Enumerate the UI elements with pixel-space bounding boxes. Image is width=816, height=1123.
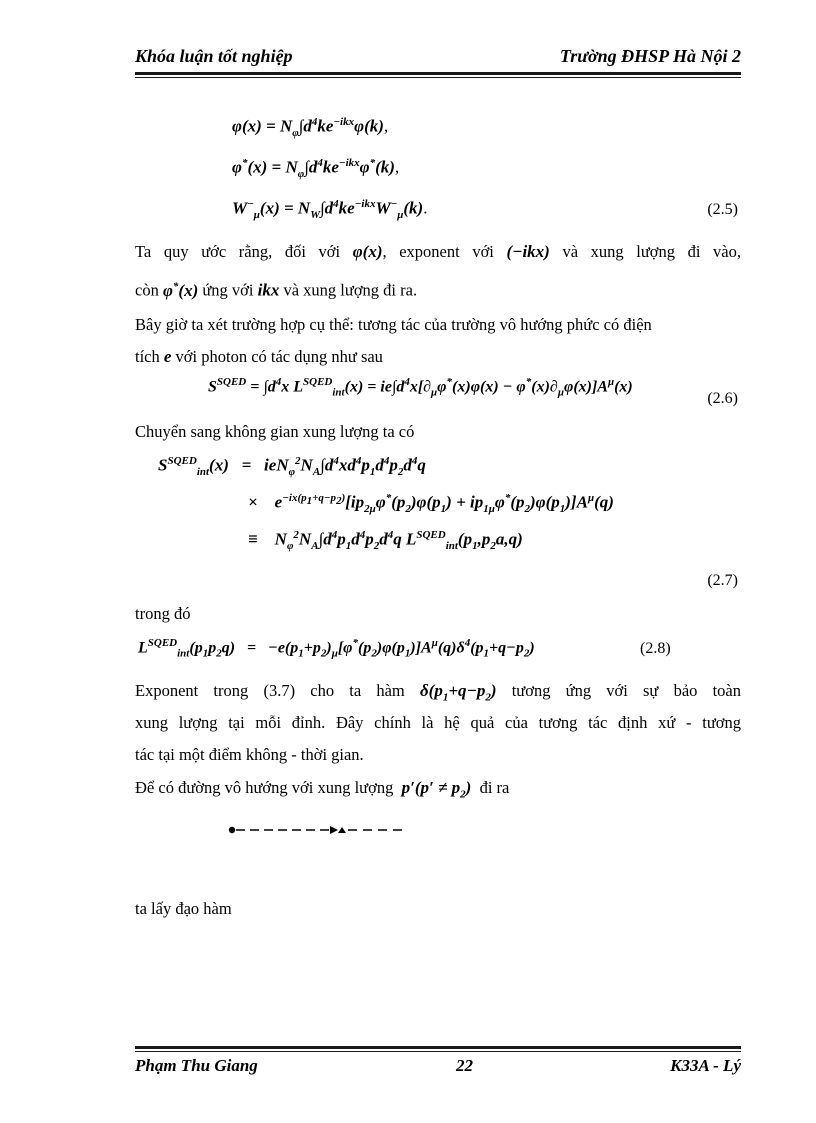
paragraph-exponent-line2: xung lượng tại mỗi đỉnh. Đây chính là hệ quả của tương tác định xứ - tương xyxy=(135,713,741,732)
footer-class: K33A - Lý xyxy=(670,1056,741,1075)
footer-author: Phạm Thu Giang xyxy=(135,1056,258,1075)
equation-2-7-line3: ≡ $N_\varphi^2N_A\int d^4p_1d^4p_2d^4q$ $L^{SQED}_{int}(p_1,p_2a,q)$ xyxy=(248,529,523,553)
mid-marker xyxy=(338,827,346,833)
footer-page-number: 22 xyxy=(456,1056,473,1075)
paragraph-interaction-line2: tích e với photon có tác dụng như sau xyxy=(135,347,383,366)
header-rule-thin xyxy=(135,77,741,78)
header-rule xyxy=(135,72,741,75)
paragraph-where: trong đó xyxy=(135,604,191,623)
equation-2-6: $S^{SQED} = \int d^4x$ $L^{SQED}_{int}(x) = ie\int d^4x[\partial_\mu\varphi^*(x)\varphi(x) - \varphi^*(x)\partial_\mu\varphi(x)]A^\mu(x)$ xyxy=(208,376,633,399)
header-right: Trường ĐHSP Hà Nội 2 xyxy=(559,46,741,66)
equation-number-2-7: (2.7) xyxy=(707,572,738,589)
paragraph-convention-line1: Ta quy ước rằng, đối với φ(x), exponent với (−ikx) và xung lượng đi vào, xyxy=(135,242,741,261)
momentum-arrow xyxy=(330,826,338,834)
paragraph-convention-line2: còn φ*(x) ứng với ikx và xung lượng đi ra. xyxy=(135,280,418,300)
equation-number-2-6: (2.6) xyxy=(707,390,738,407)
scalar-propagator-diagram xyxy=(226,822,406,838)
paragraph-momentum-space: Chuyển sang không gian xung lượng ta có xyxy=(135,422,415,441)
footer-rule xyxy=(135,1046,741,1049)
vertex-dot xyxy=(229,827,235,833)
equation-2-7-line1: $S^{SQED}_{int}(x) = ieN_\varphi^2N_A\int d^4xd^4p_1d^4p_2d^4q$ xyxy=(158,455,426,479)
equation-2-7-line2: × $e^{-ix(p_1+q-p_2)}[ip_{2\mu}\varphi^*(p_2)\varphi(p_1) + ip_{1\mu}\varphi^*(p_2)\varphi(p_1)]A^\mu(q)$ xyxy=(248,492,614,516)
equation-number-2-5: (2.5) xyxy=(707,201,738,218)
equation-phi: $\varphi(x) = N_\varphi\int d^4ke^{-ikx}\varphi(k)$, xyxy=(232,116,389,140)
paragraph-derivative: ta lấy đạo hàm xyxy=(135,899,232,918)
paragraph-interaction-line1: Bây giờ ta xét trường hợp cụ thể: tương tác của trường vô hướng phức có điện xyxy=(135,315,652,334)
equation-w: $W^-_\mu(x) = N_W\int d^4ke^{-ikx}W^-_\mu(k)$. xyxy=(232,198,428,222)
paragraph-exponent-line1: Exponent trong (3.7) cho ta hàm $\delta(p_1+q-p_2)$ tương ứng với sự bảo toàn xyxy=(135,681,741,704)
equation-2-8: $L^{SQED}_{int}(p_1p_2q) = -e(p_1+p_2)_\mu[\varphi^*(p_2)\varphi(p_1)]A^\mu(q)\delta^4(p_1+q-p_2)$ xyxy=(138,637,535,660)
equation-phi-star: $\varphi^*(x) = N_\varphi\int d^4ke^{-ikx}\varphi^*(k)$, xyxy=(232,157,400,181)
paragraph-exponent-line3: tác tại một điểm không - thời gian. xyxy=(135,745,364,764)
equation-number-2-8: (2.8) xyxy=(640,640,671,657)
header-left: Khóa luận tốt nghiệp xyxy=(135,46,293,66)
paragraph-outgoing-line: Để có đường vô hướng với xung lượng $p'(p' \ne p_2)$ đi ra xyxy=(135,778,510,801)
footer-rule-thin xyxy=(135,1051,741,1052)
